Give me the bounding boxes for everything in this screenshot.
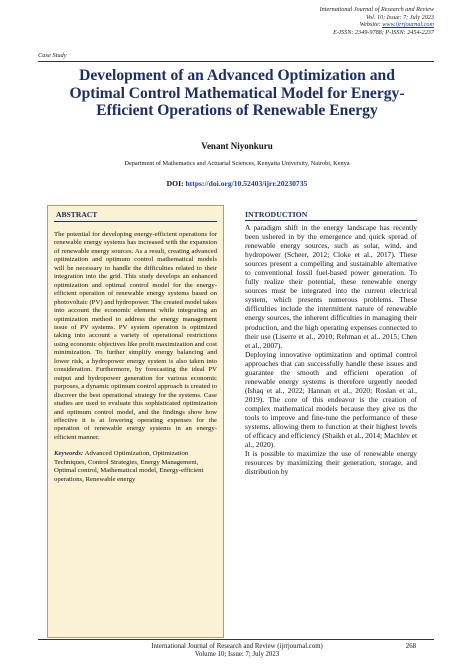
author-affiliation: Department of Mathematics and Actuarial Sciences, Kenyatta University, Nairobi, Kenya <box>124 160 350 167</box>
abstract-rule <box>54 221 217 222</box>
abstract-text: The potential for developing energy-efficient operations for renewable energy systems has increased with the expansion of renewable energy sources. As a result, creating advanced optimization and optimum control mathematical models will be necessary to handle the difficulties related to their integration into the grid. This study develops an enhanced optimization and optimal control model for the energy-efficient operation of renewable energy systems based on photovoltaic (PV) and hydropower. The created model takes into account the economic element while integrating an optimization method to address the energy management issue of PV systems. PV system operation is optimized taking into account a variety of operational restrictions using economic objectives like profit maximization and cost minimization. To further simplify energy balancing and lower risk, a hydropower energy system is also taken into consideration. Furthermore, by forecasting the ideal PV output and hydropower generation for various economic purposes, a dynamic optimum control approach is created to discover the best operational strategy for the systems. Case studies are used to evaluate this sophisticated optimization and optimum control model, and the findings show how effective it is at lowering operating expenses for the operation of renewable energy systems in an energy-efficient manner. <box>54 231 217 441</box>
footer-rule <box>38 639 434 640</box>
keywords-list: Advanced Optimization, Optimization Techniques, Control Strategies, Energy Management, Optimal control, Mathematical model, Energy-efficient operations, Renewable energy <box>54 450 204 483</box>
abstract-heading: ABSTRACT <box>56 210 98 219</box>
header-rule <box>38 61 434 62</box>
journal-website <box>320 21 434 29</box>
keywords-label: Keywords: <box>54 450 84 458</box>
website-label: Website: <box>359 21 383 29</box>
footer-volume: Volume 10; Issue: 7; July 2023 <box>194 651 280 659</box>
article-type: Case Study <box>38 52 67 59</box>
website-link[interactable]: www.ijrrjournal.com <box>382 21 434 29</box>
page-footer <box>0 643 474 659</box>
abstract-box <box>47 205 224 638</box>
page-number: 268 <box>405 643 416 650</box>
journal-name: International Journal of Research and Review <box>319 6 434 13</box>
article-doi <box>0 179 474 188</box>
introduction-section <box>245 210 417 476</box>
doi-label: DOI: <box>166 179 186 188</box>
article-title: Development of an Advanced Optimization and Optimal Control Mathematical Model for Energy-Efficient Operations of Renewable Energy <box>69 67 405 119</box>
keywords <box>54 450 217 484</box>
introduction-heading: INTRODUCTION <box>245 210 308 219</box>
journal-volume: Vol. 10; Issue: 7; July 2023 <box>365 13 434 21</box>
journal-issn: E-ISSN: 2349-9788; P-ISSN: 2454-2237 <box>333 28 434 36</box>
introduction-paragraph-1: A paradigm shift in the energy landscape has recently been ushered in by the emergence and quick spread of renewable energy sources, such as solar, wind, and hydropower (Scheer, 2012; Cloke et al., 2017). These sources present a compelling and sustainable alternative to conventional fossil fuel-based power generation. To fully realize their potential, these renewable energy sources must be integrated into the current electrical system, which presents numerous problems. These difficulties include the intermittent nature of renewable energy sources, the inherent difficulties in managing their production, and the high operating expenses connected to their use (Liserre et al., 2010; Rehman et al., 2015; Chen et al., 2007). <box>245 223 417 350</box>
footer-journal: International Journal of Research and Review (ijrrjournal.com) <box>151 643 323 650</box>
journal-header <box>320 6 434 36</box>
introduction-paragraph-2: Deploying innovative optimization and optimal control approaches that can successfully handle these issues and guarantee the smooth and efficient operation of renewable energy systems is therefore urgently needed (Ishaq et al., 2022; Hannan et al., 2020; Roslan et al., 2019). The core of this endeavor is the creation of complex mathematical models because they give us the tools to improve and fine-tune the performance of these systems, allowing them to function at their highest levels of efficacy and efficiency (Shaikh et al., 2014; Machlev et al., 2020). <box>245 349 417 450</box>
doi-link[interactable]: https://doi.org/10.52403/ijrr.20230735 <box>185 179 308 188</box>
introduction-paragraph-3: It is possible to maximize the use of renewable energy resources by maximizing their generation, storage, and distribution by <box>245 449 417 477</box>
article-author: Venant Niyonkuru <box>201 141 273 151</box>
introduction-rule <box>245 220 417 221</box>
